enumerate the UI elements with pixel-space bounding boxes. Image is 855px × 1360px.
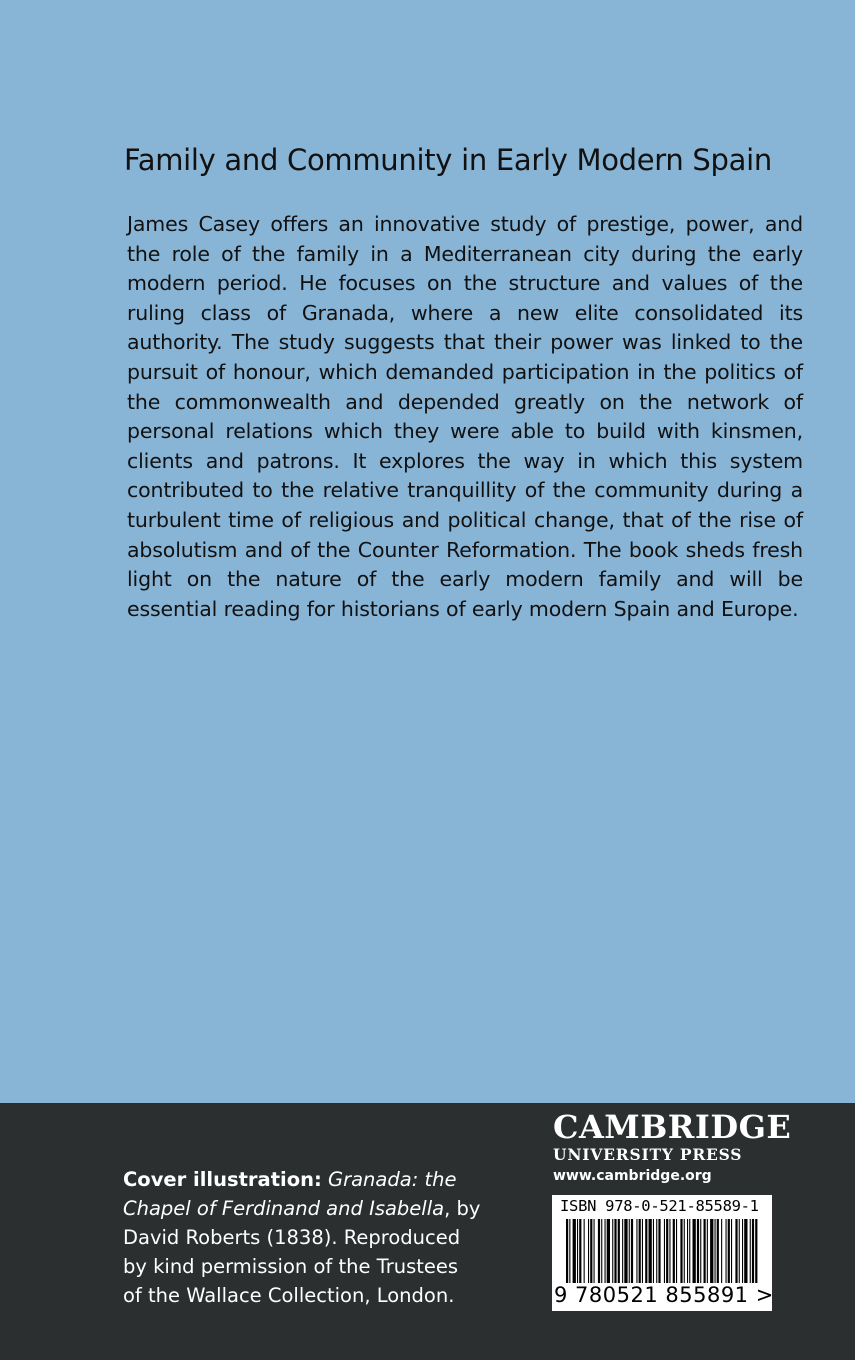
barcode-bar bbox=[726, 1219, 727, 1287]
barcode-bar bbox=[669, 1219, 670, 1287]
credit-label: Cover illustration: bbox=[123, 1168, 322, 1191]
barcode-bar bbox=[607, 1219, 610, 1287]
credit-work-title: Granada: the Chapel of Ferdinand and Isabella bbox=[123, 1168, 457, 1220]
barcode-bar bbox=[687, 1219, 688, 1287]
barcode-bar bbox=[664, 1219, 665, 1287]
barcode-bar bbox=[673, 1219, 675, 1287]
barcode-bar bbox=[684, 1219, 685, 1287]
barcode-bar bbox=[588, 1219, 589, 1287]
barcode-bar bbox=[629, 1219, 630, 1287]
barcode-bar bbox=[601, 1219, 602, 1287]
barcode-bar bbox=[728, 1219, 730, 1287]
barcode-bar bbox=[744, 1219, 747, 1287]
barcode-bar bbox=[636, 1219, 637, 1287]
publisher-subtitle: UNIVERSITY PRESS bbox=[553, 1145, 743, 1164]
barcode-bar bbox=[680, 1219, 682, 1287]
barcode-bar bbox=[624, 1219, 627, 1287]
barcode-bar bbox=[566, 1219, 568, 1287]
barcode-bar bbox=[689, 1219, 690, 1287]
isbn-barcode bbox=[552, 1195, 772, 1311]
barcode-bar bbox=[731, 1219, 732, 1287]
barcode-bar bbox=[656, 1219, 657, 1287]
barcode-bar bbox=[618, 1219, 620, 1287]
book-description: James Casey offers an innovative study of prestige, power, and the role of the family in a Mediterranean city during the early modern period. He focuses on the structure and values of the ruling class of Granada, where a new elite consolidated its authority. The study suggests that their power was linked to the pursuit of honour, which demanded participation in the politics of the commonwealth and depended greatly on the network of personal relations which they were able to build with kinsmen, clients and patrons. It explores the way in which this system contributed to the relative tranquillity of the community during a turbulent time of religious and political change, that of the rise of absolutism and of the Counter Reformation. The book sheds fresh light on the nature of the early modern family and will be essential reading for historians of early modern Spain and Europe. bbox=[127, 212, 803, 621]
barcode-bar bbox=[666, 1219, 668, 1287]
barcode-bar bbox=[715, 1219, 716, 1287]
barcode-digits: 9 780521 855891 > bbox=[554, 1283, 774, 1307]
barcode-bar bbox=[612, 1219, 613, 1287]
barcode-bar bbox=[598, 1219, 600, 1287]
barcode-bar bbox=[631, 1219, 633, 1287]
publisher-name: CAMBRIDGE bbox=[553, 1108, 792, 1146]
barcode-bar bbox=[693, 1219, 696, 1287]
barcode-bar bbox=[579, 1219, 581, 1287]
barcode-bar bbox=[605, 1219, 606, 1287]
barcode-bar bbox=[584, 1219, 585, 1287]
barcode-bar bbox=[707, 1219, 708, 1287]
barcode-bar bbox=[658, 1219, 660, 1287]
barcode-bar bbox=[755, 1219, 757, 1287]
barcode-bar bbox=[645, 1219, 647, 1287]
barcode-bar bbox=[594, 1219, 595, 1287]
publisher-logo bbox=[553, 1108, 792, 1185]
barcode-bar bbox=[717, 1219, 719, 1287]
barcode-bar bbox=[622, 1219, 623, 1287]
barcode-bar bbox=[750, 1219, 751, 1287]
barcode-bar bbox=[653, 1219, 654, 1287]
barcode-bar bbox=[639, 1219, 641, 1287]
barcode-bar bbox=[697, 1219, 699, 1287]
barcode-bar bbox=[649, 1219, 652, 1287]
barcode-bar bbox=[735, 1219, 737, 1287]
barcode-bar bbox=[742, 1219, 743, 1287]
barcode-bar bbox=[573, 1219, 576, 1287]
barcode-bar bbox=[614, 1219, 616, 1287]
barcode-bar bbox=[676, 1219, 677, 1287]
barcode-bar bbox=[590, 1219, 592, 1287]
barcode-bar bbox=[721, 1219, 722, 1287]
credit-details: , by David Roberts (1838). Reproduced by kind permission of the Trustees of the Wallace Collection, London. bbox=[123, 1197, 481, 1307]
barcode-bar bbox=[739, 1219, 740, 1287]
barcode-bar bbox=[700, 1219, 701, 1287]
book-title: Family and Community in Early Modern Spain bbox=[124, 143, 772, 177]
barcode-bar bbox=[752, 1219, 754, 1287]
barcode-bar bbox=[710, 1219, 713, 1287]
barcode-bar bbox=[642, 1219, 643, 1287]
barcode-bar bbox=[577, 1219, 578, 1287]
barcode-bar bbox=[704, 1219, 706, 1287]
cover-illustration-credit bbox=[123, 1165, 483, 1310]
barcode-bar bbox=[569, 1219, 570, 1287]
publisher-website: www.cambridge.org bbox=[553, 1168, 712, 1184]
isbn-label: ISBN 978-0-521-85589-1 bbox=[560, 1197, 759, 1215]
